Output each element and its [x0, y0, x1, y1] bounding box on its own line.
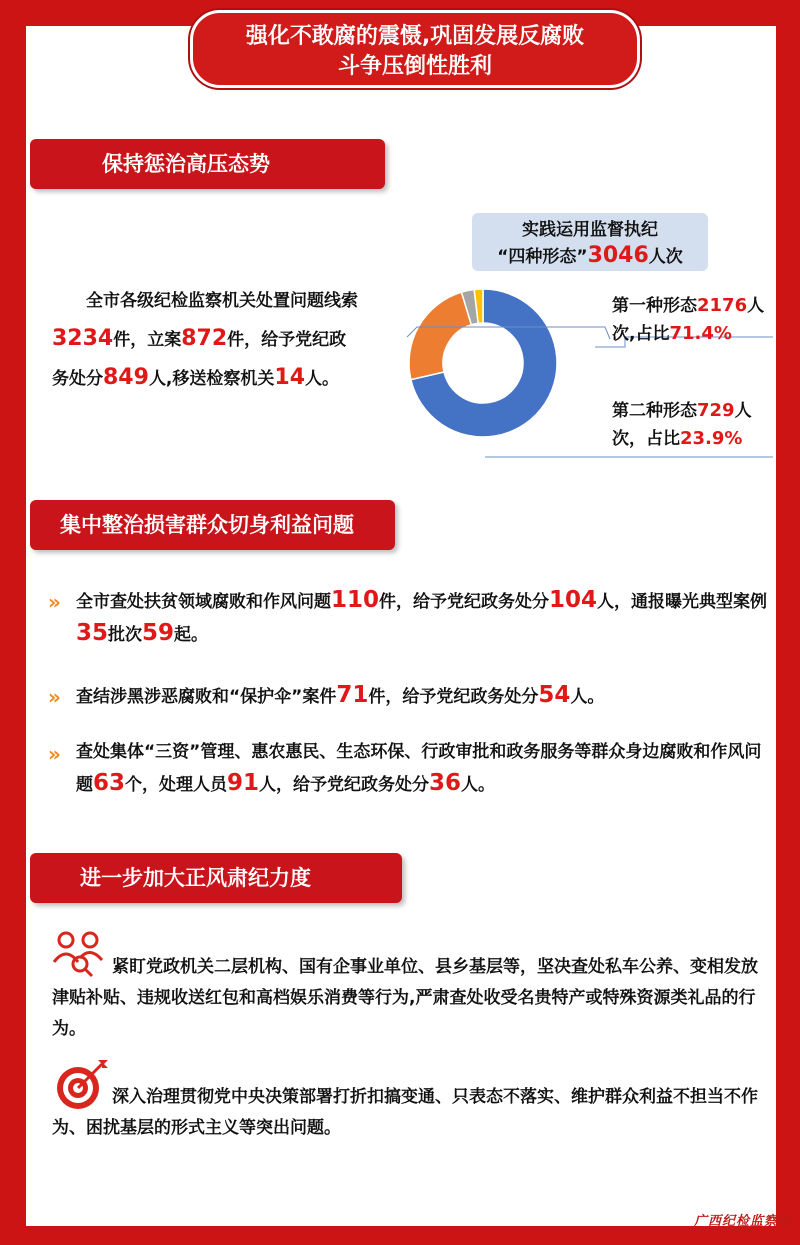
stat-number: 104: [549, 587, 598, 613]
legend-second-form: [612, 397, 782, 453]
donut-slices: [409, 289, 557, 437]
stat-number: 849: [103, 365, 149, 390]
donut-slice-2: [409, 292, 471, 379]
text: 起。: [174, 625, 209, 645]
stat-number: 729: [697, 400, 735, 421]
text: 人次: [648, 247, 683, 267]
four-forms-summary: [472, 213, 708, 271]
stat-number: 110: [331, 587, 380, 613]
stat-number: 59: [142, 620, 175, 646]
text: 件，立案: [113, 330, 182, 350]
summary-line-1: 实践运用监督执纪: [522, 220, 658, 240]
text: 第一种形态: [612, 296, 697, 316]
section1-paragraph: [52, 283, 362, 398]
text: 件，给予党纪政务处分: [368, 687, 539, 707]
stat-number: 35: [76, 620, 109, 646]
text: 查结涉黑涉恶腐败和“保护伞”案件: [76, 687, 337, 707]
text: 全市查处扶贫领域腐败和作风问题: [76, 592, 331, 612]
bullet-item: [48, 680, 768, 713]
double-chevron-icon: »: [48, 590, 57, 614]
stat-number: 3046: [587, 243, 649, 268]
text: 人次,占比: [612, 296, 765, 344]
text: 人，通报曝光典型案例: [597, 592, 768, 612]
stat-number: 3234: [52, 326, 114, 351]
text: 个，处理人员: [125, 775, 228, 795]
stat-number: 36: [429, 770, 462, 796]
section3-paragraph-1: 紧盯党政机关二层机构、国有企事业单位、县乡基层等，坚决查处私车公养、变相发放津贴补贴、违规收送红包和高档娱乐消费等行为,严肃查处收受名贵特产或特殊资源类礼品的行为。: [52, 957, 758, 1039]
text: 全市各级纪检监察机关处置问题线索: [86, 291, 358, 311]
stat-number: 71: [336, 682, 369, 708]
text: “四种形态”: [497, 247, 588, 267]
text: 人。: [305, 369, 340, 389]
bullet-item: [48, 585, 768, 651]
stat-number: 2176: [697, 295, 748, 316]
summary-line-2: [472, 243, 708, 270]
section3-paragraph-2: 深入治理贯彻党中央决策部署打折扣搞变通、只表态不落实、维护群众利益不担当不作为、困扰基层的形式主义等突出问题。: [52, 1087, 758, 1138]
text: 人。: [461, 775, 496, 795]
stat-number: 54: [538, 682, 571, 708]
stat-number: 63: [93, 770, 126, 796]
double-chevron-icon: »: [48, 742, 57, 766]
stat-number: 71.4%: [669, 323, 732, 344]
stat-number: 14: [274, 365, 306, 390]
title-line-1: 强化不敢腐的震慑,巩固发展反腐败: [245, 24, 585, 49]
text: 人次，占比: [612, 401, 752, 449]
text: 人，给予党纪政务处分: [259, 775, 430, 795]
source-watermark: 广西纪检监察网: [694, 1214, 793, 1229]
text: 查处集体“三资”管理、惠农惠民、生态环保、行政审批和政务服务等群众身边腐败和作风问题: [76, 742, 762, 795]
text: 件，给予党纪政务处分: [52, 330, 347, 389]
bullet-item: [48, 737, 768, 801]
text: 批次: [108, 625, 143, 645]
text: 人,移送检察机关: [148, 369, 275, 389]
title-line-2: 斗争压倒性胜利: [337, 54, 492, 79]
stat-number: 872: [181, 326, 228, 351]
stat-number: 23.9%: [680, 428, 743, 449]
text: 人。: [570, 687, 605, 707]
double-chevron-icon: »: [48, 685, 57, 709]
text: 第二种形态: [612, 401, 697, 421]
page-title: [190, 10, 640, 88]
section-heading-2: 集中整治损害群众切身利益问题: [30, 500, 395, 550]
text: 件，给予党纪政务处分: [379, 592, 550, 612]
section-heading-1: 保持惩治高压态势: [30, 139, 385, 189]
stat-number: 91: [227, 770, 260, 796]
section-heading-3: 进一步加大正风肃纪力度: [30, 853, 402, 903]
legend-first-form: [612, 292, 782, 348]
